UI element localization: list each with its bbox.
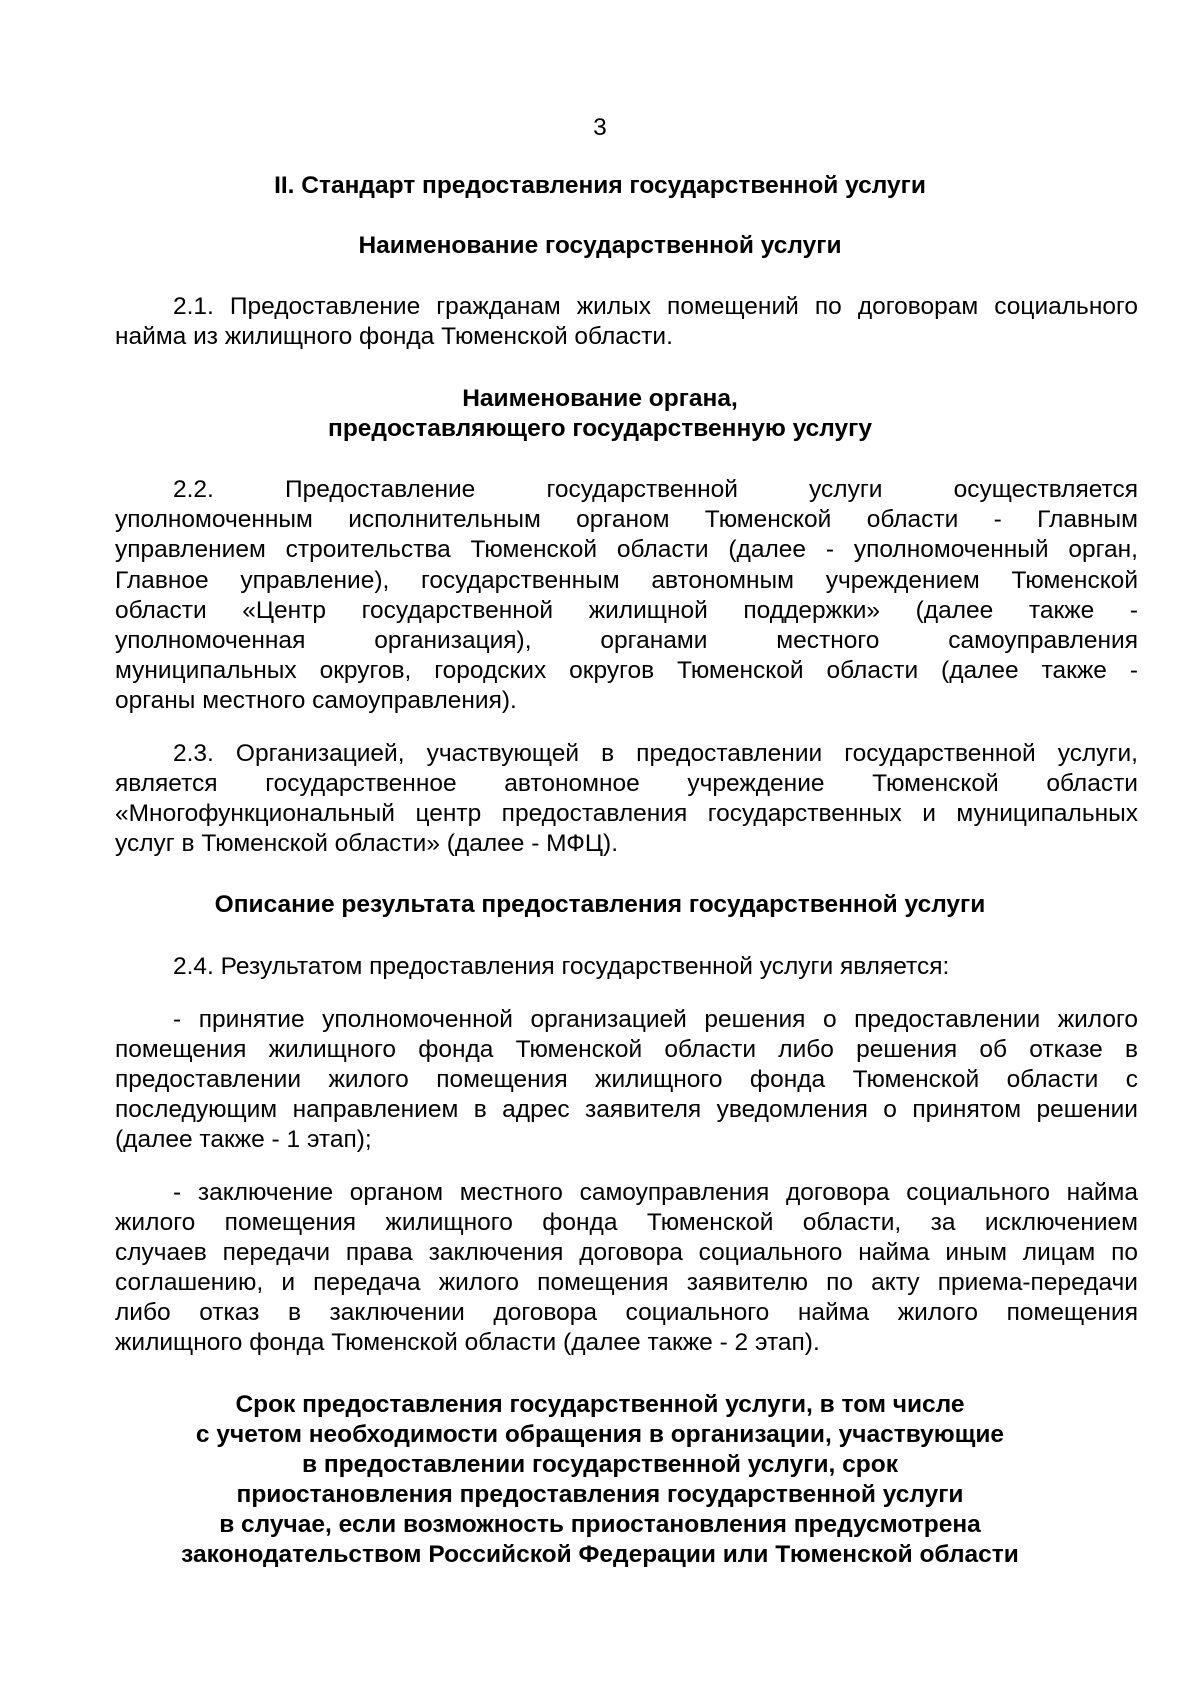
- paragraph-2-2-line: 2.2. Предоставление государственной услуги осуществляется: [173, 476, 1138, 503]
- paragraph-2-2-line: органы местного самоуправления).: [115, 687, 517, 714]
- paragraph-2-2-line: уполномоченным исполнительным органом Тюменской области - Главным: [115, 506, 1138, 533]
- heading-service-term: законодательством Российской Федерации или Тюменской области: [181, 1541, 1019, 1568]
- paragraph-2-3-line: «Многофункциональный центр предоставления государственных и муниципальных: [115, 800, 1138, 827]
- heading-authority-name: Наименование органа,: [462, 385, 738, 412]
- paragraph-2-4: 2.4. Результатом предоставления государственной услуги является:: [173, 953, 950, 980]
- paragraph-2-1-line: 2.1. Предоставление гражданам жилых помещений по договорам социального: [173, 293, 1138, 320]
- result-item-2-line: - заключение органом местного самоуправления договора социального найма: [173, 1179, 1138, 1206]
- result-item-1-line: - принятие уполномоченной организацией решения о предоставлении жилого: [173, 1006, 1138, 1033]
- heading-service-name: Наименование государственной услуги: [358, 232, 842, 259]
- heading-service-term: с учетом необходимости обращения в организации, участвующие: [195, 1421, 1005, 1448]
- paragraph-2-2-line: области «Центр государственной жилищной поддержки» (далее также -: [115, 597, 1138, 624]
- result-item-2-line: соглашению, и передача жилого помещения заявителю по акту приема-передачи: [115, 1269, 1138, 1296]
- result-item-2-line: жилищного фонда Тюменской области (далее также - 2 этап).: [115, 1329, 820, 1356]
- result-item-1-line: (далее также - 1 этап);: [115, 1126, 372, 1153]
- heading-result-description: Описание результата предоставления государственной услуги: [214, 891, 986, 918]
- heading-service-term: Срок предоставления государственной услуги, в том числе: [235, 1391, 965, 1418]
- paragraph-2-2-line: муниципальных округов, городских округов Тюменской области (далее также -: [115, 657, 1138, 684]
- heading-service-term: приостановления предоставления государственной услуги: [236, 1481, 964, 1508]
- paragraph-2-2-line: уполномоченная организация), органами местного самоуправления: [115, 627, 1138, 654]
- heading-authority-name: предоставляющего государственную услугу: [328, 415, 872, 442]
- heading-service-term: в случае, если возможность приостановления предусмотрена: [219, 1511, 981, 1538]
- result-item-2-line: жилого помещения жилищного фонда Тюменской области, за исключением: [115, 1209, 1138, 1236]
- paragraph-2-3-line: услуг в Тюменской области» (далее - МФЦ).: [115, 830, 619, 857]
- paragraph-2-2-line: Главное управление), государственным автономным учреждением Тюменской: [115, 567, 1138, 594]
- section-title: II. Стандарт предоставления государственной услуги: [274, 172, 926, 199]
- result-item-1-line: последующим направлением в адрес заявителя уведомления о принятом решении: [115, 1096, 1138, 1123]
- page-number: 3: [593, 114, 607, 141]
- paragraph-2-3-line: является государственное автономное учреждение Тюменской области: [115, 770, 1138, 797]
- heading-service-term: в предоставлении государственной услуги, срок: [302, 1451, 898, 1478]
- result-item-1-line: предоставлении жилого помещения жилищного фонда Тюменской области с: [115, 1066, 1138, 1093]
- result-item-2-line: случаев передачи права заключения договора социального найма иным лицам по: [115, 1239, 1138, 1266]
- result-item-1-line: помещения жилищного фонда Тюменской области либо решения об отказе в: [115, 1036, 1138, 1063]
- paragraph-2-1-line: найма из жилищного фонда Тюменской области.: [115, 323, 673, 350]
- paragraph-2-3-line: 2.3. Организацией, участвующей в предоставлении государственной услуги,: [173, 740, 1138, 767]
- paragraph-2-2-line: управлением строительства Тюменской области (далее - уполномоченный орган,: [115, 536, 1138, 563]
- result-item-2-line: либо отказ в заключении договора социального найма жилого помещения: [115, 1299, 1138, 1326]
